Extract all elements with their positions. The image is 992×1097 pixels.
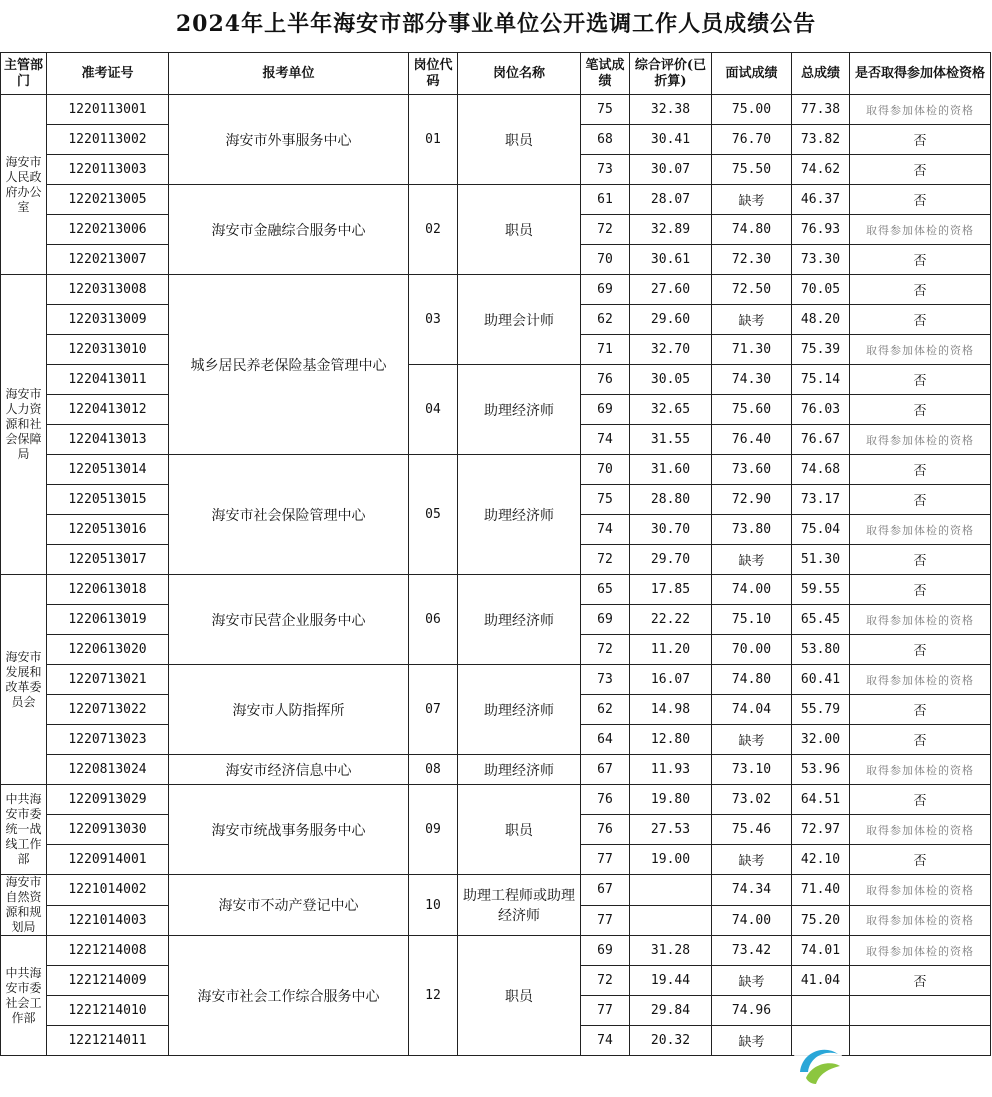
total-score-cell: 42.10 <box>792 845 850 875</box>
qualification-cell: 否 <box>850 125 991 155</box>
evaluation-cell: 29.70 <box>630 545 712 575</box>
exam-id-cell: 1220413013 <box>47 425 169 455</box>
interview-score-cell: 74.04 <box>712 695 792 725</box>
total-score-cell <box>792 996 850 1026</box>
evaluation-cell: 11.93 <box>630 755 712 785</box>
exam-id-cell: 1220713022 <box>47 695 169 725</box>
evaluation-cell <box>630 875 712 906</box>
written-score-cell: 67 <box>581 755 630 785</box>
unit-cell: 海安市社会工作综合服务中心 <box>169 936 409 1056</box>
exam-id-cell: 1220913030 <box>47 815 169 845</box>
total-score-cell: 72.97 <box>792 815 850 845</box>
position-code-cell: 02 <box>409 185 458 275</box>
interview-score-cell: 73.42 <box>712 936 792 966</box>
total-score-cell: 74.62 <box>792 155 850 185</box>
exam-id-cell: 1221214009 <box>47 966 169 996</box>
qualification-cell <box>850 996 991 1026</box>
total-score-cell: 32.00 <box>792 725 850 755</box>
exam-id-cell: 1220113003 <box>47 155 169 185</box>
total-score-cell: 76.03 <box>792 395 850 425</box>
total-score-cell: 51.30 <box>792 545 850 575</box>
interview-score-cell: 73.60 <box>712 455 792 485</box>
header-interview-score: 面试成绩 <box>712 53 792 95</box>
unit-cell: 海安市社会保险管理中心 <box>169 455 409 575</box>
written-score-cell: 77 <box>581 845 630 875</box>
qualification-cell: 取得参加体检的资格 <box>850 665 991 695</box>
position-code-cell: 12 <box>409 936 458 1056</box>
total-score-cell: 53.80 <box>792 635 850 665</box>
qualification-cell: 否 <box>850 455 991 485</box>
total-score-cell: 76.67 <box>792 425 850 455</box>
qualification-cell: 否 <box>850 395 991 425</box>
unit-cell: 海安市民营企业服务中心 <box>169 575 409 665</box>
qualification-cell: 否 <box>850 575 991 605</box>
written-score-cell: 72 <box>581 215 630 245</box>
exam-id-cell: 1220813024 <box>47 755 169 785</box>
exam-id-cell: 1220213005 <box>47 185 169 215</box>
page-title: 2024年上半年海安市部分事业单位公开选调工作人员成绩公告 <box>175 11 817 37</box>
interview-score-cell: 缺考 <box>712 545 792 575</box>
position-name-cell: 助理经济师 <box>458 755 581 785</box>
written-score-cell: 70 <box>581 245 630 275</box>
total-score-cell: 48.20 <box>792 305 850 335</box>
unit-cell: 海安市金融综合服务中心 <box>169 185 409 275</box>
written-score-cell: 62 <box>581 695 630 725</box>
total-score-cell: 75.04 <box>792 515 850 545</box>
written-score-cell: 76 <box>581 785 630 815</box>
evaluation-cell: 30.61 <box>630 245 712 275</box>
header-qualification: 是否取得参加体检资格 <box>850 53 991 95</box>
written-score-cell: 75 <box>581 485 630 515</box>
exam-id-cell: 1220213007 <box>47 245 169 275</box>
header-row <box>1 53 991 95</box>
header-total-score: 总成绩 <box>792 53 850 95</box>
written-score-cell: 74 <box>581 515 630 545</box>
total-score-cell: 60.41 <box>792 665 850 695</box>
interview-score-cell: 70.00 <box>712 635 792 665</box>
qualification-cell: 否 <box>850 545 991 575</box>
evaluation-cell: 19.80 <box>630 785 712 815</box>
table-row <box>1 785 991 815</box>
exam-id-cell: 1220914001 <box>47 845 169 875</box>
interview-score-cell: 缺考 <box>712 305 792 335</box>
table-row <box>1 875 991 906</box>
interview-score-cell: 缺考 <box>712 725 792 755</box>
exam-id-cell: 1221014003 <box>47 905 169 936</box>
position-name-cell: 职员 <box>458 95 581 185</box>
unit-cell: 海安市经济信息中心 <box>169 755 409 785</box>
exam-id-cell: 1220513016 <box>47 515 169 545</box>
written-score-cell: 74 <box>581 425 630 455</box>
dept-cell: 中共海安市委统一战线工作部 <box>1 785 47 875</box>
exam-id-cell: 1220913029 <box>47 785 169 815</box>
qualification-cell: 否 <box>850 365 991 395</box>
exam-id-cell: 1220313008 <box>47 275 169 305</box>
position-code-cell: 05 <box>409 455 458 575</box>
table-row <box>1 185 991 215</box>
written-score-cell: 61 <box>581 185 630 215</box>
exam-id-cell: 1221214008 <box>47 936 169 966</box>
written-score-cell: 69 <box>581 395 630 425</box>
interview-score-cell: 73.10 <box>712 755 792 785</box>
evaluation-cell: 20.32 <box>630 1026 712 1056</box>
exam-id-cell: 1220513017 <box>47 545 169 575</box>
table-row <box>1 665 991 695</box>
evaluation-cell: 19.00 <box>630 845 712 875</box>
total-score-cell: 75.20 <box>792 905 850 936</box>
position-name-cell: 职员 <box>458 185 581 275</box>
evaluation-cell: 31.60 <box>630 455 712 485</box>
written-score-cell: 76 <box>581 365 630 395</box>
exam-id-cell: 1220513014 <box>47 455 169 485</box>
written-score-cell: 73 <box>581 155 630 185</box>
interview-score-cell: 74.80 <box>712 215 792 245</box>
total-score-cell: 65.45 <box>792 605 850 635</box>
qualification-cell: 否 <box>850 185 991 215</box>
position-code-cell: 07 <box>409 665 458 755</box>
qualification-cell: 否 <box>850 485 991 515</box>
position-code-cell: 08 <box>409 755 458 785</box>
interview-score-cell: 76.70 <box>712 125 792 155</box>
position-code-cell: 10 <box>409 875 458 936</box>
exam-id-cell: 1221014002 <box>47 875 169 906</box>
qualification-cell: 否 <box>850 155 991 185</box>
position-name-cell: 助理经济师 <box>458 575 581 665</box>
position-name-cell: 职员 <box>458 785 581 875</box>
table-row <box>1 95 991 125</box>
unit-cell: 城乡居民养老保险基金管理中心 <box>169 275 409 455</box>
total-score-cell: 73.17 <box>792 485 850 515</box>
total-score-cell: 55.79 <box>792 695 850 725</box>
interview-score-cell: 74.80 <box>712 665 792 695</box>
interview-score-cell: 72.50 <box>712 275 792 305</box>
qualification-cell: 否 <box>850 275 991 305</box>
interview-score-cell: 72.30 <box>712 245 792 275</box>
qualification-cell: 否 <box>850 725 991 755</box>
evaluation-cell: 30.07 <box>630 155 712 185</box>
written-score-cell: 77 <box>581 905 630 936</box>
exam-id-cell: 1220713023 <box>47 725 169 755</box>
position-code-cell: 01 <box>409 95 458 185</box>
evaluation-cell: 19.44 <box>630 966 712 996</box>
interview-score-cell: 74.34 <box>712 875 792 906</box>
evaluation-cell: 27.53 <box>630 815 712 845</box>
evaluation-cell: 30.70 <box>630 515 712 545</box>
position-name-cell: 助理经济师 <box>458 665 581 755</box>
exam-id-cell: 1220513015 <box>47 485 169 515</box>
written-score-cell: 70 <box>581 455 630 485</box>
evaluation-cell: 30.41 <box>630 125 712 155</box>
exam-id-cell: 1220613018 <box>47 575 169 605</box>
evaluation-cell: 14.98 <box>630 695 712 725</box>
written-score-cell: 76 <box>581 815 630 845</box>
unit-cell: 海安市不动产登记中心 <box>169 875 409 936</box>
total-score-cell: 77.38 <box>792 95 850 125</box>
evaluation-cell: 28.80 <box>630 485 712 515</box>
dept-cell: 海安市人民政府办公室 <box>1 95 47 275</box>
evaluation-cell: 32.70 <box>630 335 712 365</box>
dept-cell: 海安市自然资源和规划局 <box>1 875 47 936</box>
watermark-logo-icon <box>790 1038 846 1094</box>
interview-score-cell: 75.46 <box>712 815 792 845</box>
interview-score-cell: 73.02 <box>712 785 792 815</box>
header-exam-id: 准考证号 <box>47 53 169 95</box>
interview-score-cell: 缺考 <box>712 966 792 996</box>
qualification-cell: 取得参加体检的资格 <box>850 215 991 245</box>
written-score-cell: 65 <box>581 575 630 605</box>
exam-id-cell: 1221214010 <box>47 996 169 1026</box>
table-row <box>1 755 991 785</box>
table-row <box>1 365 991 395</box>
written-score-cell: 64 <box>581 725 630 755</box>
evaluation-cell <box>630 905 712 936</box>
unit-cell: 海安市统战事务服务中心 <box>169 785 409 875</box>
dept-cell: 中共海安市委社会工作部 <box>1 936 47 1056</box>
total-score-cell: 59.55 <box>792 575 850 605</box>
total-score-cell: 75.39 <box>792 335 850 365</box>
header-unit: 报考单位 <box>169 53 409 95</box>
exam-id-cell: 1220113001 <box>47 95 169 125</box>
qualification-cell: 取得参加体检的资格 <box>850 95 991 125</box>
qualification-cell: 取得参加体检的资格 <box>850 815 991 845</box>
exam-id-cell: 1220313009 <box>47 305 169 335</box>
interview-score-cell: 74.00 <box>712 905 792 936</box>
total-score-cell: 75.14 <box>792 365 850 395</box>
header-position-code: 岗位代码 <box>409 53 458 95</box>
qualification-cell: 取得参加体检的资格 <box>850 905 991 936</box>
position-name-cell: 助理会计师 <box>458 275 581 365</box>
qualification-cell: 否 <box>850 635 991 665</box>
written-score-cell: 71 <box>581 335 630 365</box>
interview-score-cell: 75.10 <box>712 605 792 635</box>
total-score-cell: 46.37 <box>792 185 850 215</box>
qualification-cell: 否 <box>850 785 991 815</box>
header-position-name: 岗位名称 <box>458 53 581 95</box>
total-score-cell: 74.01 <box>792 936 850 966</box>
interview-score-cell: 缺考 <box>712 845 792 875</box>
evaluation-cell: 31.55 <box>630 425 712 455</box>
position-name-cell: 助理工程师或助理经济师 <box>458 875 581 936</box>
table-row <box>1 575 991 605</box>
unit-cell: 海安市外事服务中心 <box>169 95 409 185</box>
total-score-cell: 73.30 <box>792 245 850 275</box>
position-code-cell: 09 <box>409 785 458 875</box>
dept-cell: 海安市人力资源和社会保障局 <box>1 275 47 575</box>
exam-id-cell: 1221214011 <box>47 1026 169 1056</box>
total-score-cell: 41.04 <box>792 966 850 996</box>
table-row <box>1 936 991 966</box>
header-evaluation: 综合评价(已折算) <box>630 53 712 95</box>
total-score-cell: 64.51 <box>792 785 850 815</box>
exam-id-cell: 1220613019 <box>47 605 169 635</box>
evaluation-cell: 32.38 <box>630 95 712 125</box>
total-score-cell: 76.93 <box>792 215 850 245</box>
qualification-cell: 否 <box>850 966 991 996</box>
qualification-cell: 取得参加体检的资格 <box>850 515 991 545</box>
qualification-cell: 否 <box>850 245 991 275</box>
exam-id-cell: 1220413012 <box>47 395 169 425</box>
evaluation-cell: 11.20 <box>630 635 712 665</box>
interview-score-cell: 72.90 <box>712 485 792 515</box>
qualification-cell: 取得参加体检的资格 <box>850 875 991 906</box>
written-score-cell: 69 <box>581 275 630 305</box>
total-score-cell: 73.82 <box>792 125 850 155</box>
evaluation-cell: 29.84 <box>630 996 712 1026</box>
written-score-cell: 77 <box>581 996 630 1026</box>
written-score-cell: 69 <box>581 605 630 635</box>
written-score-cell: 62 <box>581 305 630 335</box>
header-dept: 主管部门 <box>1 53 47 95</box>
qualification-cell: 取得参加体检的资格 <box>850 335 991 365</box>
interview-score-cell: 75.60 <box>712 395 792 425</box>
total-score-cell: 70.05 <box>792 275 850 305</box>
exam-id-cell: 1220413011 <box>47 365 169 395</box>
position-name-cell: 助理经济师 <box>458 455 581 575</box>
written-score-cell: 72 <box>581 966 630 996</box>
exam-id-cell: 1220113002 <box>47 125 169 155</box>
qualification-cell: 取得参加体检的资格 <box>850 755 991 785</box>
dept-cell: 海安市发展和改革委员会 <box>1 575 47 785</box>
evaluation-cell: 31.28 <box>630 936 712 966</box>
exam-id-cell: 1220313010 <box>47 335 169 365</box>
interview-score-cell: 缺考 <box>712 185 792 215</box>
interview-score-cell: 74.30 <box>712 365 792 395</box>
interview-score-cell: 缺考 <box>712 1026 792 1056</box>
unit-cell: 海安市人防指挥所 <box>169 665 409 755</box>
header-written-score: 笔试成绩 <box>581 53 630 95</box>
written-score-cell: 68 <box>581 125 630 155</box>
qualification-cell <box>850 1026 991 1056</box>
qualification-cell: 取得参加体检的资格 <box>850 425 991 455</box>
written-score-cell: 75 <box>581 95 630 125</box>
evaluation-cell: 28.07 <box>630 185 712 215</box>
total-score-cell: 71.40 <box>792 875 850 906</box>
exam-id-cell: 1220713021 <box>47 665 169 695</box>
position-code-cell: 03 <box>409 275 458 365</box>
interview-score-cell: 71.30 <box>712 335 792 365</box>
written-score-cell: 72 <box>581 635 630 665</box>
interview-score-cell: 74.00 <box>712 575 792 605</box>
position-code-cell: 06 <box>409 575 458 665</box>
qualification-cell: 取得参加体检的资格 <box>850 936 991 966</box>
evaluation-cell: 29.60 <box>630 305 712 335</box>
qualification-cell: 否 <box>850 695 991 725</box>
position-name-cell: 助理经济师 <box>458 365 581 455</box>
exam-id-cell: 1220613020 <box>47 635 169 665</box>
interview-score-cell: 74.96 <box>712 996 792 1026</box>
written-score-cell: 72 <box>581 545 630 575</box>
evaluation-cell: 32.89 <box>630 215 712 245</box>
evaluation-cell: 12.80 <box>630 725 712 755</box>
table-row <box>1 455 991 485</box>
written-score-cell: 74 <box>581 1026 630 1056</box>
evaluation-cell: 22.22 <box>630 605 712 635</box>
qualification-cell: 否 <box>850 845 991 875</box>
evaluation-cell: 17.85 <box>630 575 712 605</box>
written-score-cell: 67 <box>581 875 630 906</box>
table-row <box>1 275 991 305</box>
qualification-cell: 否 <box>850 305 991 335</box>
evaluation-cell: 27.60 <box>630 275 712 305</box>
qualification-cell: 取得参加体检的资格 <box>850 605 991 635</box>
total-score-cell: 74.68 <box>792 455 850 485</box>
written-score-cell: 69 <box>581 936 630 966</box>
total-score-cell: 53.96 <box>792 755 850 785</box>
evaluation-cell: 16.07 <box>630 665 712 695</box>
interview-score-cell: 75.00 <box>712 95 792 125</box>
exam-id-cell: 1220213006 <box>47 215 169 245</box>
position-code-cell: 04 <box>409 365 458 455</box>
interview-score-cell: 75.50 <box>712 155 792 185</box>
interview-score-cell: 73.80 <box>712 515 792 545</box>
written-score-cell: 73 <box>581 665 630 695</box>
interview-score-cell: 76.40 <box>712 425 792 455</box>
evaluation-cell: 30.05 <box>630 365 712 395</box>
position-name-cell: 职员 <box>458 936 581 1056</box>
results-table <box>0 52 991 1056</box>
evaluation-cell: 32.65 <box>630 395 712 425</box>
